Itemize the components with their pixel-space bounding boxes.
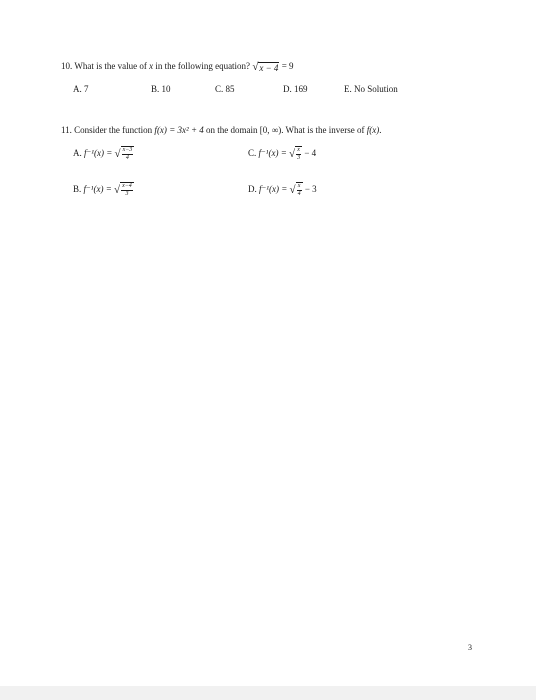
option-11-d: D. f⁻¹(x) = √ $\frac{x}{4}$ − 3 (248, 183, 317, 197)
question-11-stem: 11. Consider the function f(x) = 3x² + 4 on the domain [0, ∞). What is the inverse of f(x). (61, 125, 382, 135)
fraction: $\frac{x}{3}$ (297, 147, 301, 161)
question-10-stem (61, 61, 294, 73)
domain-interval: [0, ∞) (259, 125, 282, 135)
radical-icon: √ (114, 148, 121, 160)
radicand: x − 4 (259, 62, 279, 73)
function-definition: = 3x² + 4 (166, 125, 207, 135)
fraction: $\frac{x}{4}$ (297, 183, 301, 197)
question-text-post: in the following equation? (153, 61, 251, 72)
option-10-a: A. 7 (73, 84, 89, 94)
square-root-expression (290, 182, 303, 198)
tail-term: − 3 (304, 184, 317, 195)
fraction: $\frac{x-3}{4}$ (122, 147, 133, 161)
inverse-label: f⁻¹(x) = (84, 148, 113, 159)
square-root-expression (289, 146, 302, 162)
equation-rhs: = 9 (279, 61, 294, 72)
option-10-b: B. 10 (151, 84, 171, 94)
variable-x: x (149, 61, 154, 72)
square-root-expression (115, 146, 135, 162)
radical-icon: √ (289, 184, 296, 196)
fraction: $\frac{x-4}{3}$ (122, 183, 132, 197)
option-11-a: A. f⁻¹(x) = √ $\frac{x-3}{4}$ (73, 147, 133, 161)
radical-icon: √ (114, 184, 121, 196)
option-10-d: D. 169 (283, 84, 308, 94)
tail-term: − 4 (304, 148, 317, 159)
question-number: 10. (61, 61, 73, 72)
option-11-c: C. f⁻¹(x) = √ $\frac{x}{3}$ − 4 (248, 147, 317, 161)
radical-icon: √ (252, 61, 259, 73)
inverse-label: f⁻¹(x) = (259, 184, 288, 195)
question-number: 11. (61, 125, 72, 135)
question-text: What is the value of (74, 61, 150, 72)
inverse-label: f⁻¹(x) = (83, 184, 112, 195)
function-fx: f(x) (366, 125, 380, 135)
page-number: 3 (468, 643, 472, 652)
option-10-e: E. No Solution (344, 84, 398, 94)
option-10-c: C. 85 (215, 84, 235, 94)
square-root-expression (252, 61, 279, 73)
option-11-b: B. f⁻¹(x) = √ $\frac{x-4}{3}$ (73, 183, 132, 197)
inverse-label: f⁻¹(x) = (258, 148, 287, 159)
square-root-expression (114, 182, 134, 198)
radical-icon: √ (289, 148, 296, 160)
function-f: f (154, 125, 157, 135)
